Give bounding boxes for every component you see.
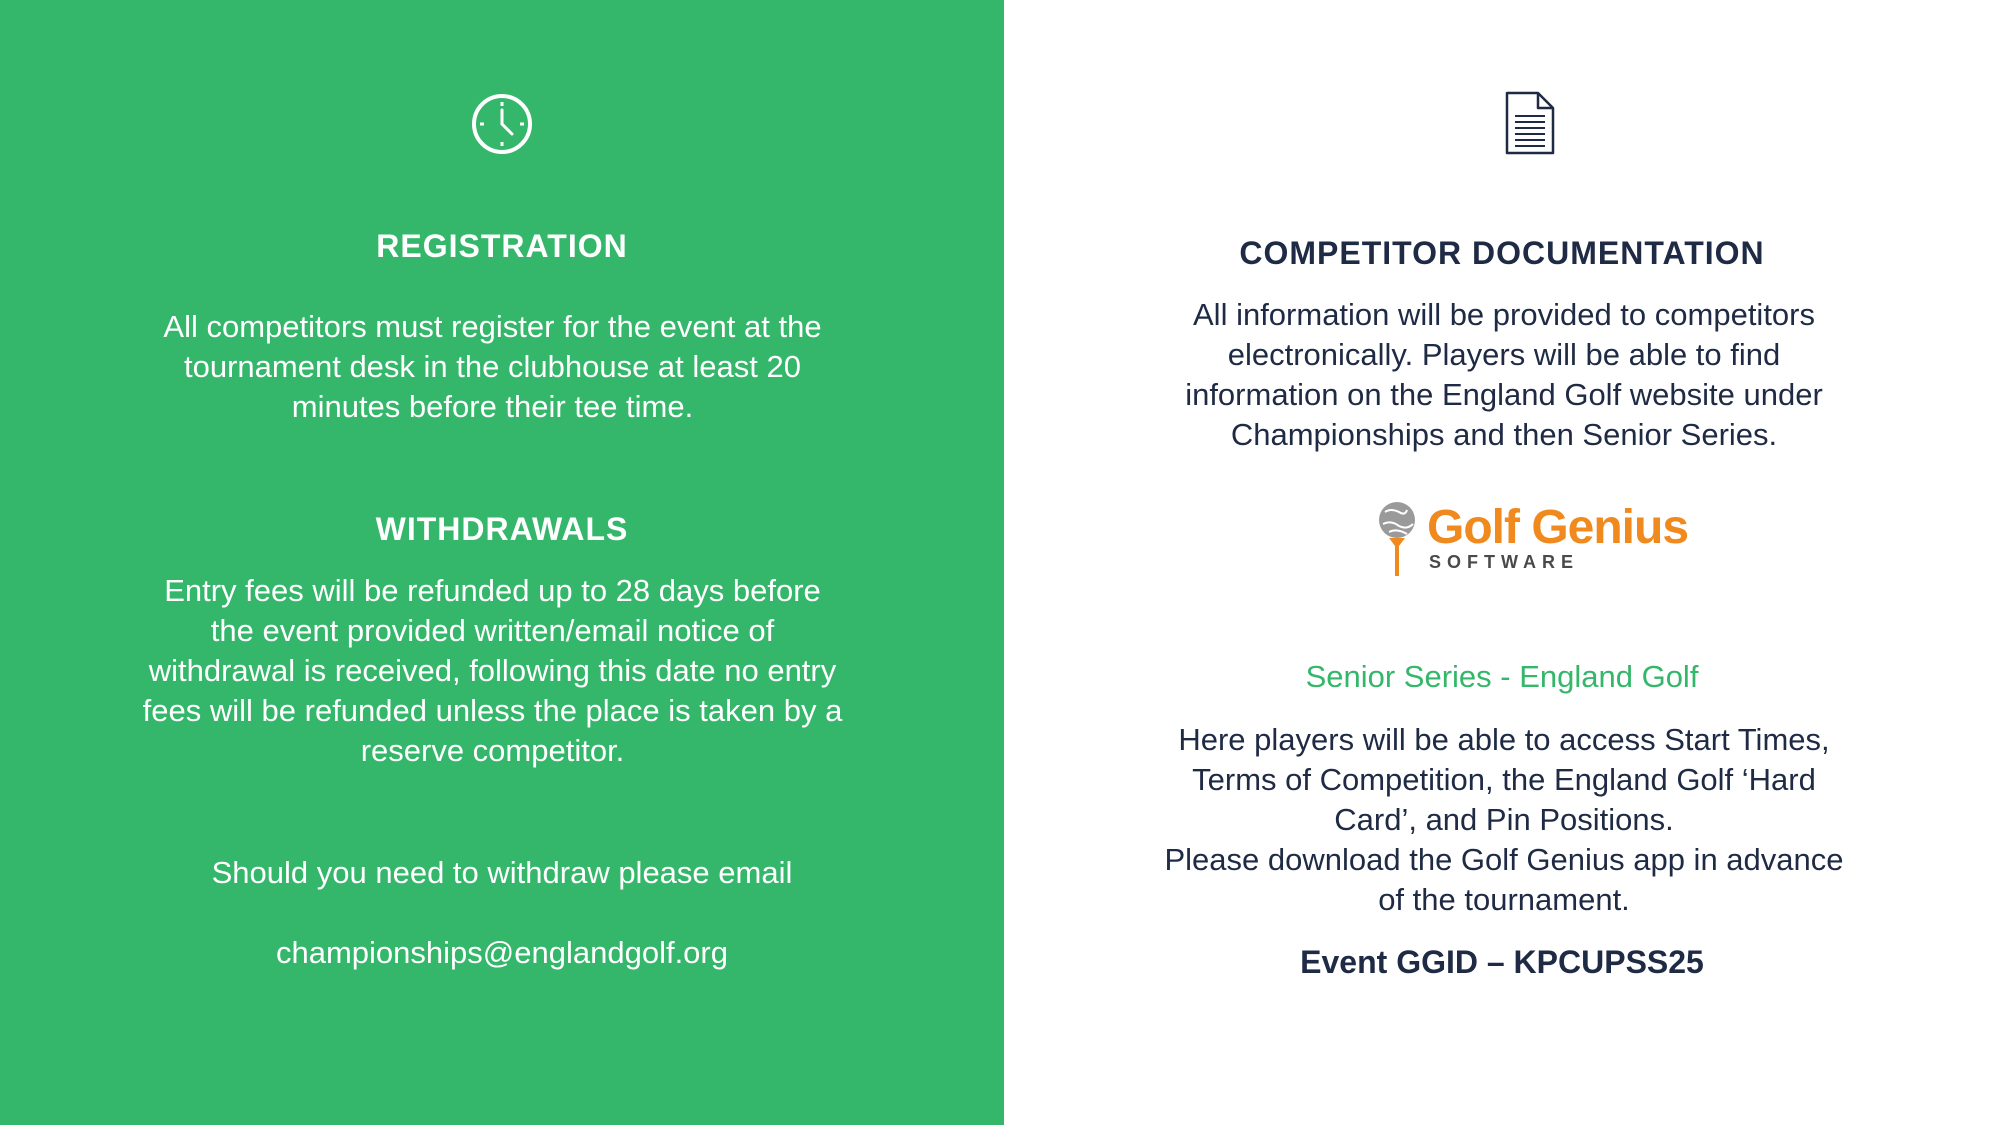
clock-icon (470, 92, 534, 156)
access-line: Please download the Golf Genius app in advance (1164, 842, 1844, 877)
documentation-line: Championships and then Senior Series. (1230, 417, 1778, 452)
withdrawals-line: withdrawal is received, following this date no entry (148, 653, 837, 688)
email-prompt: Should you need to withdraw please email (211, 855, 793, 890)
registration-line: tournament desk in the clubhouse at least 20 (184, 349, 801, 384)
documentation-line: electronically. Players will be able to find (1227, 337, 1781, 372)
logo-sub: SOFTWARE (1429, 552, 1579, 572)
golf-genius-logo (1377, 500, 1697, 585)
withdrawals-line: the event provided written/email notice of (210, 613, 775, 648)
access-text (1124, 720, 1884, 920)
documentation-text (1124, 295, 1884, 455)
withdrawals-text (95, 571, 890, 771)
access-line: Card’, and Pin Positions. (1334, 802, 1674, 837)
right-panel (1004, 0, 2000, 1125)
registration-heading: REGISTRATION (376, 228, 628, 264)
document-icon (1504, 90, 1556, 156)
access-line: Here players will be able to access Start Times, (1178, 722, 1830, 757)
withdrawals-line: reserve competitor. (360, 733, 625, 768)
documentation-line: information on the England Golf website under (1185, 377, 1823, 412)
access-line: of the tournament. (1378, 882, 1630, 917)
email-link[interactable]: championships@englandgolf.org (276, 935, 728, 970)
event-ggid: Event GGID – KPCUPSS25 (1300, 944, 1704, 980)
logo-name: Golf Genius (1427, 501, 1689, 554)
senior-series-link[interactable]: Senior Series - England Golf (1305, 659, 1699, 694)
registration-line: All competitors must register for the event at the (163, 309, 822, 344)
golf-ball-tee-icon (1377, 500, 1423, 580)
withdrawals-line: fees will be refunded unless the place is taken by a (142, 693, 843, 728)
withdrawals-heading: WITHDRAWALS (375, 511, 629, 547)
registration-line: minutes before their tee time. (291, 389, 694, 424)
documentation-line: All information will be provided to competitors (1193, 297, 1815, 332)
documentation-heading: COMPETITOR DOCUMENTATION (1239, 235, 1765, 271)
withdrawals-line: Entry fees will be refunded up to 28 days before (164, 573, 821, 608)
access-line: Terms of Competition, the England Golf ‘Hard (1192, 762, 1816, 797)
registration-text (95, 307, 890, 427)
